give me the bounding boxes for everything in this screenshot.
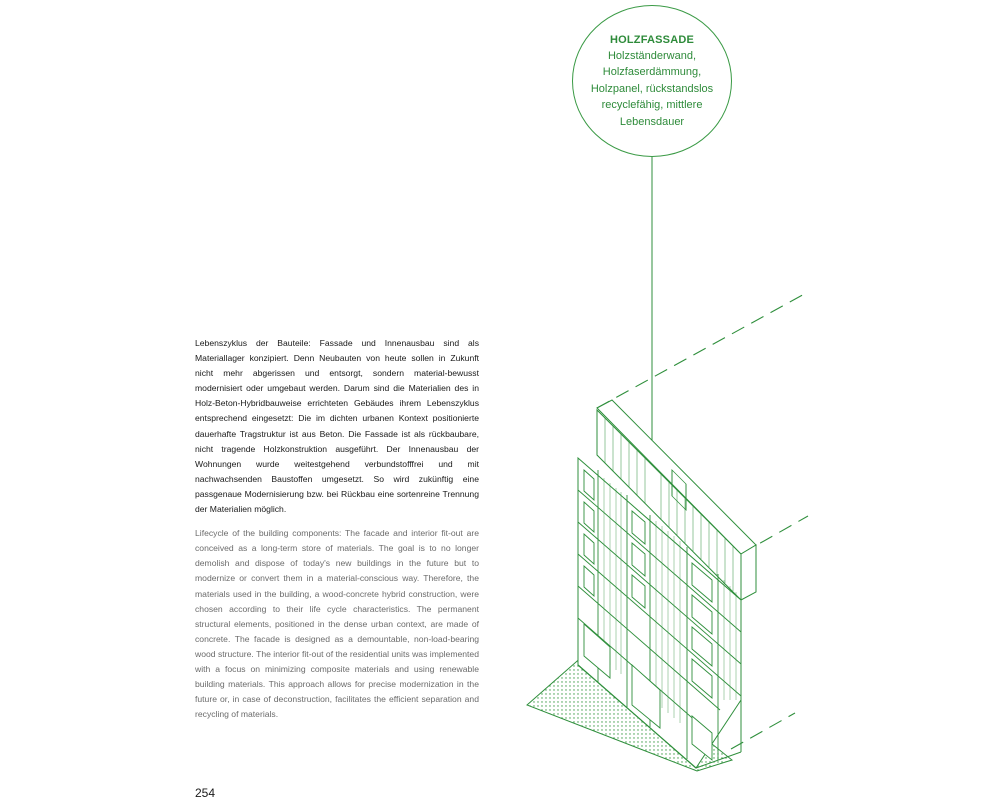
callout-title: HOLZFASSADE (609, 33, 695, 46)
roof-cladding (605, 418, 733, 591)
page-number: 254 (195, 786, 216, 800)
pavement-dotted (527, 648, 732, 771)
english-paragraph: Lifecycle of the building components: The facade and interior fit-out are conceived as a long-term store of materials. The goal is to no longer demolish and dispose of today's new buildings in the future but to modernize or convert them in a material-conscious way. Therefore, the materials used in the building, a wood-concrete hybrid construction, were chosen according to their life cycle characteristics. The permanent structural elements, positioned in the dense urban context, are made of concrete. The facade is designed as a demountable, non-load-bearing wood structure. The interior fit-out of the residential units was implemented with a focus on minimizing composite materials and using renewable building materials. This approach allows for precise modernization in the future or, in case of deconstruction, facilitates the efficient separation and recycling of materials. (195, 528, 479, 720)
callout-description: Holzständerwand, Holzfaserdämmung, Holzpanel, rückstandslos recyclefähig, mittlere Lebensdauer (590, 49, 714, 128)
roof-side-face (741, 545, 756, 600)
facade-piers (598, 470, 718, 760)
facade-base-line (578, 665, 696, 768)
facade-callout-circle (572, 5, 732, 157)
body-text-column (195, 336, 479, 722)
german-paragraph: Lebenszyklus der Bauteile: Fassade und Innenausbau sind als Materiallager konzipiert. Denn Neubauten von heute sollen in Zukunft nicht mehr abgerissen und entsorgt, sondern material-bewusst modernisiert oder umgebaut werden. Darum sind die Materialien des in Holz-Beton-Hybridbauweise errichteten Gebäudes ihrem Lebenszyklus entsprechend eingesetzt: Die im dichten urbanen Kontext positionierte dauerhafte Tragstruktur ist aus Beton. Die Fassade ist als rückbaubare, nicht tragende Holzkonstruktion ausgeführt. Der Innenausbau der Wohnungen wurde weitestgehend verbundstofffrei und mit nachwachsenden Baustoffen umgesetzt. So wird zukünftig eine passgenaue Modernisierung bzw. bei Rückbau eine sortenreine Trennung der Materialien möglich. (195, 338, 479, 515)
facade-cladding (604, 478, 736, 723)
roof-front-face (597, 410, 741, 600)
main-facade-face (578, 458, 741, 768)
floor-lines (578, 490, 741, 730)
dashed-envelope-lines (597, 292, 808, 749)
facade-windows (584, 470, 712, 698)
roof-window (672, 470, 686, 510)
roof-top-face (597, 400, 756, 554)
ground-floor-openings (584, 624, 712, 760)
